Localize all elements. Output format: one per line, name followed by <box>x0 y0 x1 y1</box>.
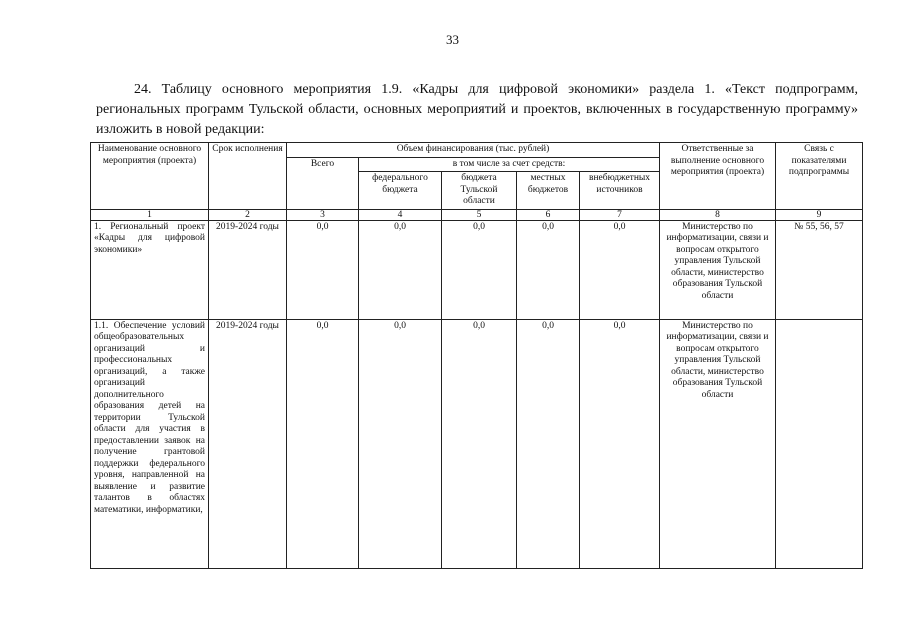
column-number: 5 <box>442 209 517 220</box>
row-regional: 0,0 <box>442 319 517 568</box>
column-number: 4 <box>359 209 442 220</box>
header-regional: бюджета Тульской области <box>442 172 517 210</box>
row-federal: 0,0 <box>359 220 442 319</box>
row-responsible: Министерство по информатизации, связи и вопросам открытого управления Тульской области, министерство образования Тульской области <box>660 220 776 319</box>
header-responsible: Ответственные за выполнение основного мероприятия (проекта) <box>660 143 776 210</box>
header-name: Наименование основного мероприятия (проекта) <box>91 143 209 210</box>
column-number: 1 <box>91 209 209 220</box>
row-local: 0,0 <box>517 220 580 319</box>
row-regional: 0,0 <box>442 220 517 319</box>
column-number: 6 <box>517 209 580 220</box>
table-row <box>91 319 863 568</box>
header-federal: федерального бюджета <box>359 172 442 210</box>
header-row <box>91 143 863 158</box>
row-term: 2019-2024 годы <box>209 319 287 568</box>
row-name: 1.1. Обеспечение условий общеобразовательных организаций и профессиональных организаций, а также организаций дополнительного образования детей на территории Тульской области для участия в предоставлении заявок на получение грантовой поддержки федерального уровня, направленной на выявление и развитие талантов в областях математики, информатики, <box>91 319 209 568</box>
row-extra: 0,0 <box>580 220 660 319</box>
row-total: 0,0 <box>287 220 359 319</box>
header-including: в том числе за счет средств: <box>359 157 660 172</box>
column-number: 8 <box>660 209 776 220</box>
column-number: 7 <box>580 209 660 220</box>
header-local: местных бюджетов <box>517 172 580 210</box>
header-link: Связь с показателями подпрограммы <box>776 143 863 210</box>
row-federal: 0,0 <box>359 319 442 568</box>
column-number: 2 <box>209 209 287 220</box>
header-total: Всего <box>287 157 359 209</box>
column-numbers-row <box>91 209 863 220</box>
page-number: 33 <box>446 32 459 47</box>
column-number: 9 <box>776 209 863 220</box>
row-extra: 0,0 <box>580 319 660 568</box>
header-extra: внебюджетных источников <box>580 172 660 210</box>
header-funding: Объем финансирования (тыс. рублей) <box>287 143 660 158</box>
row-link <box>776 319 863 568</box>
row-local: 0,0 <box>517 319 580 568</box>
table-row <box>91 220 863 319</box>
intro-paragraph: 24. Таблицу основного мероприятия 1.9. «Кадры для цифровой экономики» раздела 1. «Текст подпрограмм, региональных программ Тульской области, основных мероприятий и проектов, включенных в государственную программу» изложить в новой редакции: <box>96 82 858 137</box>
header-term: Срок исполнения <box>209 143 287 210</box>
row-term: 2019-2024 годы <box>209 220 287 319</box>
column-number: 3 <box>287 209 359 220</box>
row-responsible: Министерство по информатизации, связи и вопросам открытого управления Тульской области, министерство образования Тульской области <box>660 319 776 568</box>
row-total: 0,0 <box>287 319 359 568</box>
row-name: 1. Региональный проект «Кадры для цифровой экономики» <box>91 220 209 319</box>
funding-table <box>90 142 863 569</box>
row-link: № 55, 56, 57 <box>776 220 863 319</box>
